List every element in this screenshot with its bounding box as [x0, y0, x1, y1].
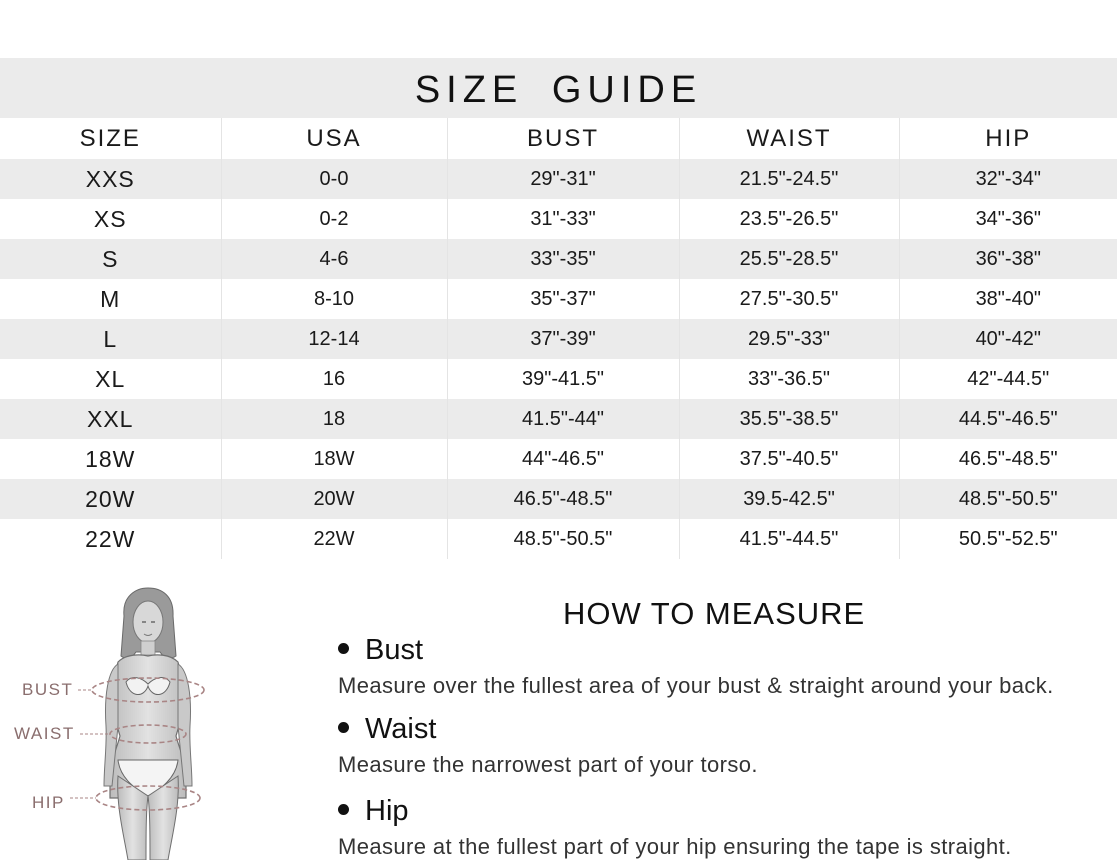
cell-usa: 18W — [221, 439, 447, 479]
cell-waist: 21.5"-24.5" — [679, 159, 899, 199]
table-row — [0, 199, 1117, 239]
cell-usa: 0-0 — [221, 159, 447, 199]
cell-size: XS — [0, 199, 221, 239]
cell-size: 18W — [0, 439, 221, 479]
header-usa: USA — [221, 118, 447, 159]
cell-hip: 32"-34" — [899, 159, 1117, 199]
header-waist: WAIST — [679, 118, 899, 159]
cell-bust: 31"-33" — [447, 199, 679, 239]
cell-waist: 25.5"-28.5" — [679, 239, 899, 279]
cell-size: 20W — [0, 479, 221, 519]
cell-size: XXL — [0, 399, 221, 439]
header-bust: BUST — [447, 118, 679, 159]
hip-heading — [338, 795, 409, 828]
cell-size: S — [0, 239, 221, 279]
table-row — [0, 439, 1117, 479]
cell-waist: 29.5"-33" — [679, 319, 899, 359]
bullet-icon — [338, 722, 349, 733]
cell-bust: 46.5"-48.5" — [447, 479, 679, 519]
table-row — [0, 319, 1117, 359]
waist-label: WAIST — [14, 724, 75, 743]
cell-hip: 34"-36" — [899, 199, 1117, 239]
cell-waist: 23.5"-26.5" — [679, 199, 899, 239]
table-row — [0, 359, 1117, 399]
cell-usa: 0-2 — [221, 199, 447, 239]
cell-usa: 20W — [221, 479, 447, 519]
table-row — [0, 519, 1117, 559]
cell-hip: 44.5"-46.5" — [899, 399, 1117, 439]
cell-bust: 35"-37" — [447, 279, 679, 319]
waist-description: Measure the narrowest part of your torso. — [338, 752, 758, 777]
bust-heading-label: Bust — [365, 634, 424, 666]
bullet-icon — [338, 804, 349, 815]
hip-label: HIP — [32, 793, 65, 812]
table-row — [0, 159, 1117, 199]
cell-size: XL — [0, 359, 221, 399]
table-header-row — [0, 118, 1117, 159]
size-table — [0, 118, 1117, 559]
cell-bust: 33"-35" — [447, 239, 679, 279]
cell-hip: 48.5"-50.5" — [899, 479, 1117, 519]
cell-size: L — [0, 319, 221, 359]
cell-hip: 50.5"-52.5" — [899, 519, 1117, 559]
cell-size: 22W — [0, 519, 221, 559]
cell-waist: 41.5"-44.5" — [679, 519, 899, 559]
how-to-measure-title: HOW TO MEASURE — [563, 596, 866, 631]
cell-bust: 37"-39" — [447, 319, 679, 359]
bust-heading — [338, 634, 423, 667]
table-row — [0, 239, 1117, 279]
cell-waist: 35.5"-38.5" — [679, 399, 899, 439]
bust-description: Measure over the fullest area of your bust & straight around your back. — [338, 673, 1054, 698]
cell-usa: 22W — [221, 519, 447, 559]
body-figure — [0, 586, 300, 860]
cell-usa: 16 — [221, 359, 447, 399]
table-row — [0, 279, 1117, 319]
cell-hip: 46.5"-48.5" — [899, 439, 1117, 479]
waist-heading-label: Waist — [365, 713, 437, 745]
cell-size: M — [0, 279, 221, 319]
page-title: SIZE GUIDE — [414, 68, 703, 111]
hip-description: Measure at the fullest part of your hip ensuring the tape is straight. — [338, 834, 1012, 859]
cell-bust: 29"-31" — [447, 159, 679, 199]
cell-size: XXS — [0, 159, 221, 199]
cell-bust: 39"-41.5" — [447, 359, 679, 399]
cell-waist: 33"-36.5" — [679, 359, 899, 399]
header-size: SIZE — [0, 118, 221, 159]
cell-bust: 41.5"-44" — [447, 399, 679, 439]
cell-bust: 44"-46.5" — [447, 439, 679, 479]
body-silhouette-illustration — [0, 586, 300, 860]
cell-usa: 12-14 — [221, 319, 447, 359]
cell-usa: 8-10 — [221, 279, 447, 319]
cell-waist: 37.5"-40.5" — [679, 439, 899, 479]
title-bar — [0, 58, 1117, 118]
cell-usa: 4-6 — [221, 239, 447, 279]
cell-waist: 27.5"-30.5" — [679, 279, 899, 319]
cell-bust: 48.5"-50.5" — [447, 519, 679, 559]
cell-hip: 42"-44.5" — [899, 359, 1117, 399]
cell-waist: 39.5-42.5" — [679, 479, 899, 519]
bullet-icon — [338, 643, 349, 654]
cell-hip: 38"-40" — [899, 279, 1117, 319]
header-hip: HIP — [899, 118, 1117, 159]
cell-hip: 40"-42" — [899, 319, 1117, 359]
cell-usa: 18 — [221, 399, 447, 439]
bust-label: BUST — [22, 680, 74, 699]
waist-heading — [338, 713, 436, 746]
table-row — [0, 479, 1117, 519]
table-row — [0, 399, 1117, 439]
hip-heading-label: Hip — [365, 795, 409, 827]
cell-hip: 36"-38" — [899, 239, 1117, 279]
